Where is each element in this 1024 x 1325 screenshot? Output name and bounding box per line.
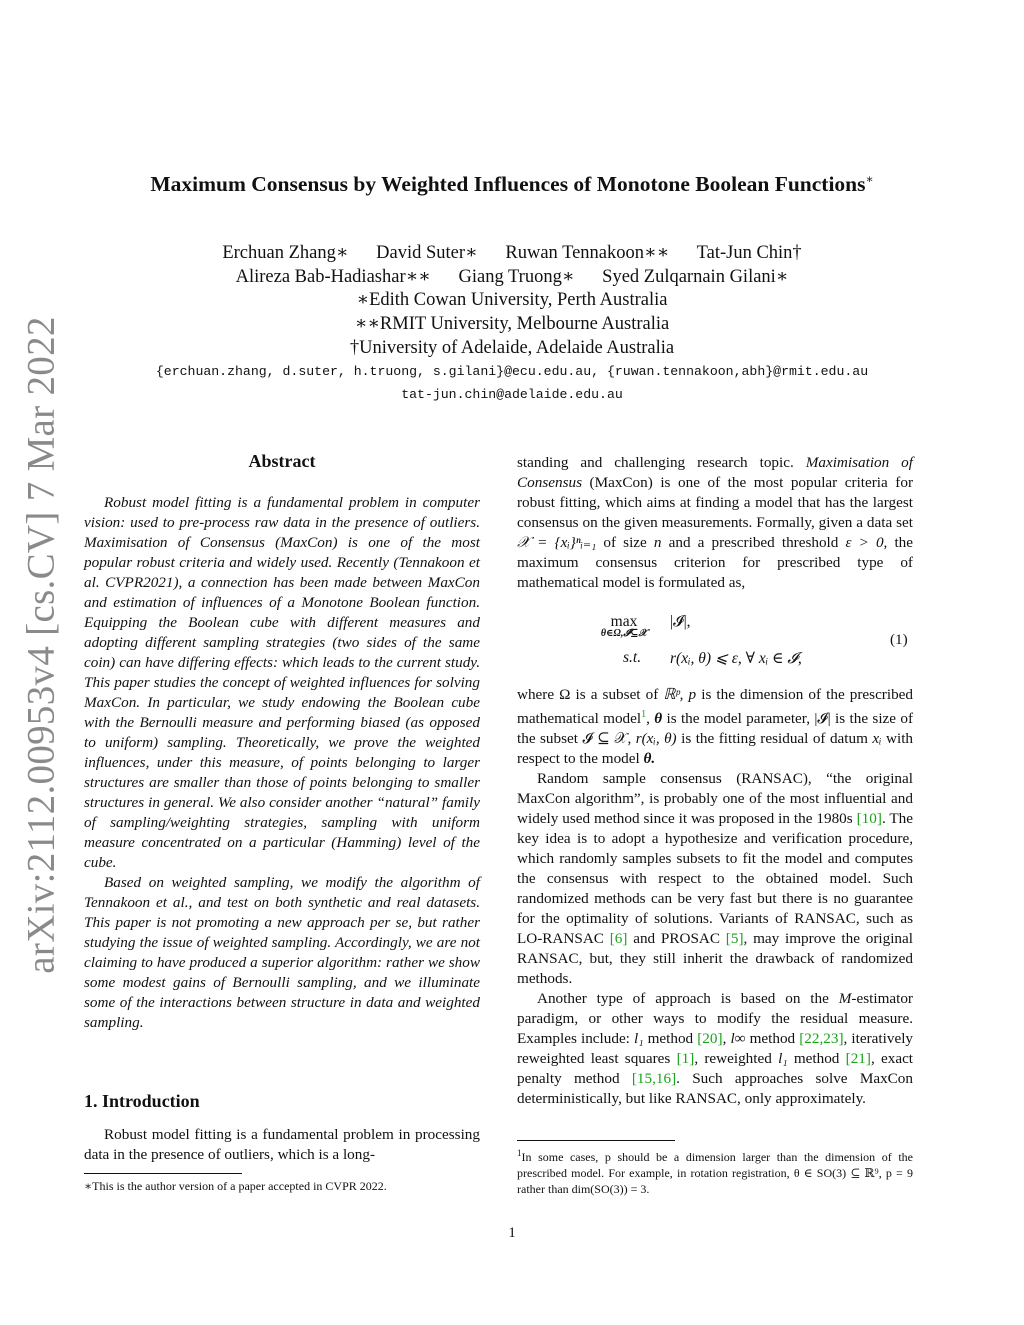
paper-title: Maximum Consensus by Weighted Influences of Monotone Boolean Functions∗ <box>150 172 874 197</box>
citation-6[interactable]: [6] <box>609 930 628 948</box>
affiliation-3: †University of Adelaide, Adelaide Australia <box>349 338 675 358</box>
abstract-heading: Abstract <box>248 451 316 471</box>
abstract-paragraph-1: Robust model fitting is a fundamental problem in computer vision: used to pre-process raw data in the presence of outliers. Maximisation of Consensus (MaxCon) is one of the most popular robust criteria and widely used. Recently (Tennakoon et al. CVPR2021), a connection has been made between MaxCon and estimation of influences of a Monotone Boolean function. Equipping the Boolean cube with different measures and adopting different sampling strategies (two sides of the same coin) can have differing effects: which leads to the current study. This paper studies the concept of weighted influences for solving MaxCon. In particular, we study endowing the Boolean cube with the Bernoulli measure and performing biased (as opposed to uniform) sampling. Theoretically, we prove the weighted influences, under this measure, of points belonging to larger structures are smaller than those of points belonging to smaller structures in general. We also consider another “natural” family of sampling/weighting strategies, sampling with uniform measure concentrated on a particular (Hamming) level of the cube. <box>84 494 480 871</box>
citation-1[interactable]: [1] <box>676 1050 695 1068</box>
arxiv-sidebar <box>6 316 76 974</box>
author-line-1: Erchuan Zhang∗ David Suter∗ Ruwan Tennakoon∗∗ Tat-Jun Chin† <box>222 243 802 263</box>
eq-st: s.t. <box>623 649 642 666</box>
page-number: 1 <box>508 1224 516 1241</box>
footnote-left: ∗This is the author version of a paper accepted in CVPR 2022. <box>84 1179 387 1193</box>
affiliation-1: ∗Edith Cowan University, Perth Australia <box>356 290 668 310</box>
footnote-rule-left <box>84 1173 242 1174</box>
author-line-2: Alireza Bab-Hadiashar∗∗ Giang Truong∗ Syed Zulqarnain Gilani∗ <box>235 267 789 287</box>
citation-21[interactable]: [21] <box>845 1050 871 1068</box>
affiliation-2: ∗∗RMIT University, Melbourne Australia <box>354 314 670 334</box>
citation-23[interactable]: 23] <box>823 1030 844 1048</box>
right-column-body <box>517 685 913 1109</box>
math-dataset: 𝒳 = {xᵢ}ⁿᵢ₌₁ <box>517 534 597 551</box>
eq-max: max <box>610 613 638 630</box>
footnote-link-1[interactable]: 1 <box>641 709 647 720</box>
paragraph-maxcon-definition: standing and challenging research topic. Maximisation of Consensus (MaxCon) is one of the most popular criteria for robust fitting, which aims at finding a model that has the largest consensus on the given measurements. Formally, given a data set 𝒳 = {xᵢ}ⁿᵢ₌₁ of size n and a prescribed threshold ε > 0, the maximum consensus criterion for prescribed type of mathematical model is formulated as, <box>517 454 914 591</box>
citation-22[interactable]: [22, <box>799 1030 824 1048</box>
equation-number: (1) <box>890 631 908 648</box>
citation-16[interactable]: 16] <box>655 1070 677 1088</box>
citation-20[interactable]: [20] <box>697 1030 723 1048</box>
author-emails-2: tat-jun.chin@adelaide.edu.au <box>401 387 623 402</box>
author-emails-1: {erchuan.zhang, d.suter, h.truong, s.gilani}@ecu.edu.au, {ruwan.tennakoon,abh}@rmit.edu.au <box>155 364 869 379</box>
citation-10[interactable]: [10] <box>856 810 882 828</box>
citation-5[interactable]: [5] <box>725 930 744 948</box>
eq-constraint: r(xᵢ, θ) ⩽ ε, ∀ xᵢ ∈ 𝓘, <box>670 650 802 667</box>
intro-body <box>84 1125 480 1165</box>
right-column-top <box>517 453 913 593</box>
paragraph-m-estimator: Another type of approach is based on the M-estimator paradigm, or other ways to modify the residual measure. Examples include: l₁ method [20], l∞ method [22,23], iteratively reweighted least squares [1], reweighted l₁ method [21], exact penalty method [15,16]. Such approaches solve MaxCon deterministically, but like RANSAC, only approximately. <box>517 990 914 1108</box>
citation-15[interactable]: [15, <box>631 1070 656 1088</box>
abstract-paragraph-2: Based on weighted sampling, we modify the algorithm of Tennakoon et al., and test on both synthetic and real datasets. This paper is not promoting a new approach per se, but rather studying the issue of weighted sampling. Accordingly, we are not claiming to have produced a superior algorithm: rather we show some modest gains of Bernoulli sampling, and we illuminate some of the interactions between structure in data and weighted sampling. <box>84 874 480 1031</box>
equation-1 <box>588 613 908 673</box>
intro-paragraph-1: Robust model fitting is a fundamental problem in processing data in the presence of outliers, which is a long- <box>84 1126 480 1163</box>
emphasis-maxcon: Maximisation of Consensus <box>517 454 913 491</box>
paragraph-ransac: Random sample consensus (RANSAC), “the original MaxCon algorithm”, is probably one of the most influential and widely used method since it was proposed in the 1980s [10]. The key idea is to adopt a hypothesize and verification procedure, which randomly samples subsets to fit the model and computes the consensus with respect to the obtained model. Such randomized methods can be very fast but there is no guarantee for the optimality of solutions. Variants of RANSAC, such as LO-RANSAC [6] and PROSAC [5], may improve the original RANSAC, but, they still inherit the drawback of randomized methods. <box>517 770 914 988</box>
footnote-rule-right <box>517 1140 675 1141</box>
eq-max-subscript: θ∈Ω,𝓘⊆𝒳 <box>600 628 648 639</box>
paragraph-where: where Ω is a subset of ℝᵖ, p is the dimension of the prescribed mathematical model$^1$, θ is the model parameter, |𝓘| is the size of the subset 𝓘 ⊆ 𝒳, r(xᵢ, θ) is the fitting residual of datum xᵢ with respect to the model θ. <box>517 686 914 768</box>
title-footnote-mark: ∗ <box>865 172 874 186</box>
abstract-body <box>84 493 480 1033</box>
arxiv-id: arXiv:2112.00953v4 [cs.CV] 7 Mar 2022 <box>19 316 63 974</box>
footnote-right: $^1$In some cases, p should be a dimension larger than the dimension of the prescribed model. For example, in rotation registration, θ ∈ SO(3) ⊆ ℝ⁹, p = 9 rather than dim(SO(3)) = 3. <box>517 1148 913 1196</box>
section-heading-introduction: 1. Introduction <box>84 1091 200 1111</box>
eq-objective: |𝓘|, <box>670 613 691 630</box>
